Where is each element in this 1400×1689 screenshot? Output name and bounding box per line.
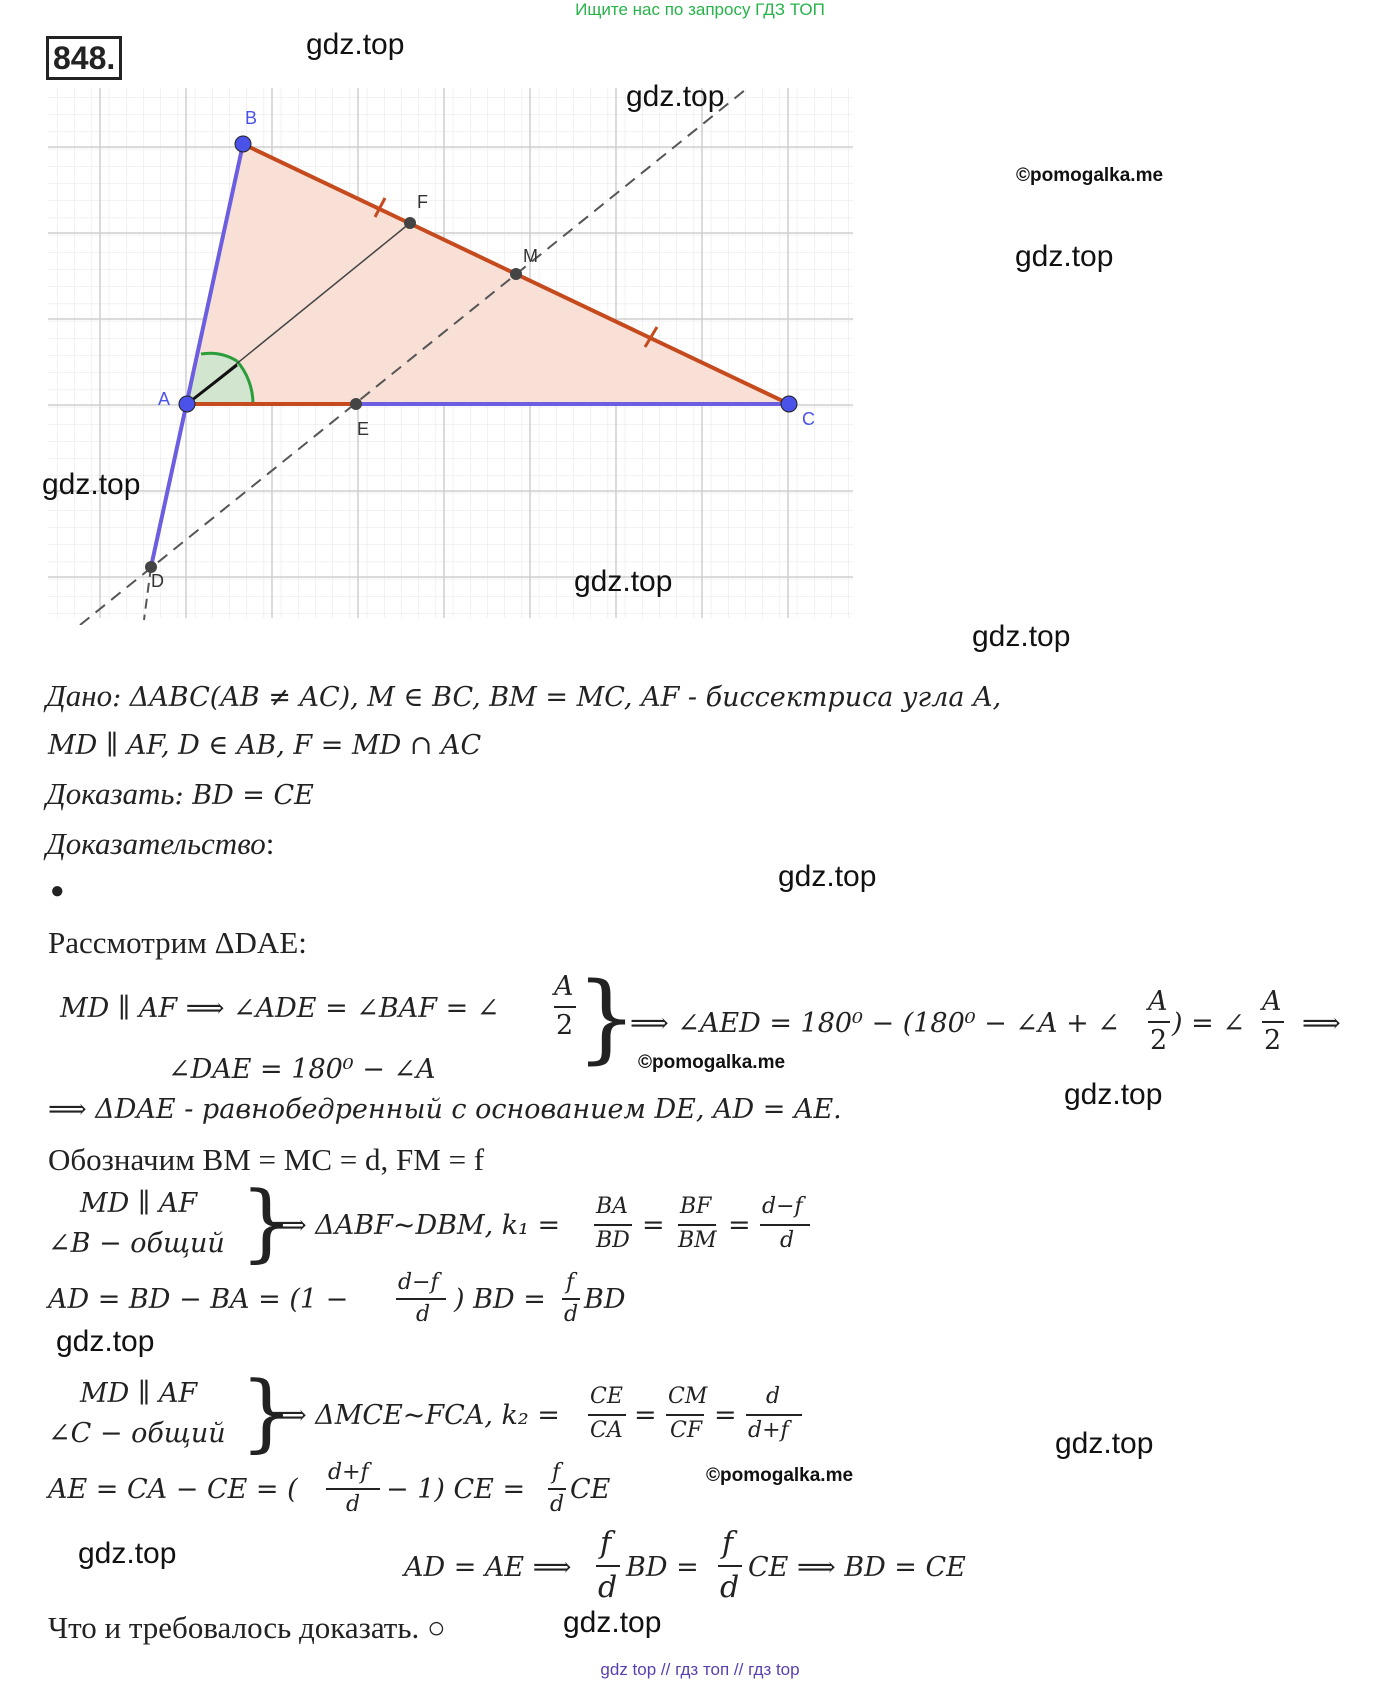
watermark-pomogalka: ©pomogalka.me [706,1465,854,1486]
eq-sign: = [642,1210,665,1241]
proof-label: Доказательство [46,826,266,861]
given-line-2: MD ∥ AF, D ∈ AB, F = MD ∩ AC [48,730,482,761]
frac-cm: CM [668,1384,708,1409]
frac-d: d [766,1384,781,1409]
frac-a-denom: 2 [556,1010,574,1041]
frac-d-f: d−f [762,1194,803,1219]
isosceles-line: ⟹ ΔDAE - равнобедренный с основанием DE, AD = AE. [48,1094,842,1125]
frac-d-plus-f: d+f [748,1418,789,1443]
frac-bar [396,1298,446,1300]
eq-ade: MD ∥ AF ⟹ ∠ADE = ∠BAF = ∠ [60,993,500,1024]
frac-bar [562,1298,580,1300]
frac-f: f [552,1460,561,1485]
footer-links: gdz top // гдз топ // гдз top [600,1660,800,1679]
frac-a2-numer: A [1148,986,1168,1017]
eq-sign: = [634,1400,657,1431]
consider-line: Рассмотрим ΔDAE: [48,925,307,960]
frac-bar [1262,1021,1284,1023]
watermark-gdz: gdz.top [626,80,725,113]
point-e [350,398,362,410]
frac-f: f [722,1526,734,1561]
frac-bd: BD [596,1228,630,1253]
frac-d: d [346,1492,361,1517]
eq-dae: ∠DAE = 180⁰ − ∠A [168,1054,436,1085]
frac-cf: CF [670,1418,703,1443]
eq-ae-end: CE [570,1474,611,1505]
frac-a-numer: A [554,971,574,1002]
label-b: B [245,108,258,128]
frac-bf: BF [680,1194,712,1219]
watermark-gdz: gdz.top [563,1606,662,1639]
watermark-gdz: gdz.top [1064,1078,1163,1111]
frac-bar [1148,1021,1170,1023]
label-c: C [802,409,815,429]
point-f [404,217,416,229]
watermark-gdz: gdz.top [1055,1427,1154,1460]
frac-bar [548,1488,566,1490]
top-banner: Ищите нас по запросу ГДЗ ТОП [575,0,825,19]
final-end: CE ⟹ BD = CE [748,1552,966,1583]
eq-ad-end: BD [584,1284,626,1315]
system-brace: } [240,1363,294,1461]
watermark-gdz: gdz.top [42,468,141,501]
frac-bar [326,1488,380,1490]
bullet: ● [50,878,65,904]
given-label: Дано [46,678,113,713]
frac-d: d [564,1302,579,1327]
sys2-line-a: MD ∥ AF [80,1378,198,1409]
point-c [781,396,797,412]
proof-heading [46,826,274,862]
watermark-gdz: gdz.top [574,565,673,598]
eq-ae-mid: − 1) CE = [386,1474,526,1505]
frac-bar [554,1006,576,1008]
watermark-gdz: gdz.top [306,28,405,61]
prove-label: Доказать [46,776,175,811]
frac-d-f: d−f [398,1270,439,1295]
point-m [510,268,522,280]
frac-ba: BA [596,1194,629,1219]
eq-ae: AE = CA − CE = ( [48,1474,298,1505]
frac-d: d [598,1570,618,1605]
watermark-gdz: gdz.top [1015,240,1114,273]
label-a: A [158,389,171,409]
watermark-pomogalka: ©pomogalka.me [638,1052,786,1073]
frac-d-plus-f: d+f [328,1460,369,1485]
final-line: AD = AE ⟹ [404,1552,572,1583]
frac-f: f [600,1526,612,1561]
given-statement: : ΔABC(AB ≠ AC), M ∈ BC, BM = MC, AF - биссектриса угла A, [112,682,1002,713]
frac-d: d [550,1492,565,1517]
denote-line: Обозначим BM = MC = d, FM = f [48,1142,485,1177]
problem-number: 848. [46,36,122,80]
frac-a3-numer: A [1262,986,1282,1017]
frac-bar [746,1414,802,1416]
sys1-line-a: MD ∥ AF [80,1188,198,1219]
frac-ce: CE [590,1384,623,1409]
watermark-pomogalka: ©pomogalka.me [1016,165,1164,186]
implies-arrow: ⟹ [1302,1008,1341,1039]
frac-bar [678,1224,716,1226]
similarity-1: ⟹ ΔABF~DBM, k₁ = [268,1210,561,1241]
point-a [179,396,195,412]
frac-bar [666,1414,704,1416]
watermark-gdz: gdz.top [78,1537,177,1570]
watermark-gdz: gdz.top [778,860,877,893]
watermark-gdz: gdz.top [56,1325,155,1358]
sys2-line-b: ∠C − общий [48,1418,226,1449]
frac-d: d [780,1228,795,1253]
prove-line [46,776,314,812]
frac-a3-denom: 2 [1264,1025,1282,1056]
frac-bm: BM [678,1228,717,1253]
geometry-figure [40,80,860,625]
frac-ca: CA [590,1418,623,1443]
eq-ad-mid: ) BD = [454,1284,546,1315]
eq-sign: = [728,1210,751,1241]
eq-aed: ⟹ ∠AED = 180⁰ − (180⁰ − ∠A + ∠ [630,1008,1120,1039]
frac-a2-denom: 2 [1150,1025,1168,1056]
frac-d: d [720,1570,740,1605]
similarity-2: ⟹ ΔMCE~FCA, k₂ = [268,1400,560,1431]
frac-bar [588,1414,626,1416]
final-mid: BD = [626,1552,699,1583]
proof-colon: : [265,826,275,861]
prove-statement: : BD = CE [174,780,314,811]
frac-d: d [416,1302,431,1327]
frac-bar [596,1565,620,1567]
system-brace: } [240,1173,294,1271]
sys1-line-b: ∠B − общий [48,1228,225,1259]
frac-bar [760,1224,810,1226]
watermark-gdz: gdz.top [972,620,1071,653]
eq-aed-rest: ) = ∠ [1172,1008,1245,1039]
eq-ad: AD = BD − BA = (1 − [48,1284,349,1315]
label-f: F [417,192,428,212]
qed-line: Что и требовалось доказать. ○ [48,1610,446,1645]
label-e: E [357,419,370,439]
given-line-1 [46,678,1001,714]
label-d: D [151,571,164,591]
frac-f: f [566,1270,575,1295]
label-m: M [523,246,538,266]
frac-bar [718,1565,742,1567]
frac-bar [594,1224,632,1226]
eq-sign: = [714,1400,737,1431]
point-b [235,136,251,152]
system-brace: } [576,962,638,1074]
